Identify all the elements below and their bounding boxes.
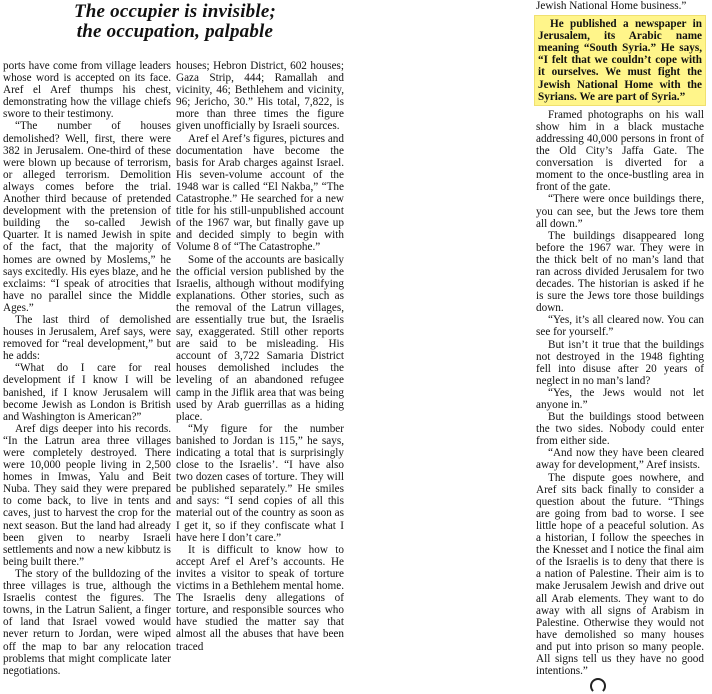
article-column-3 bbox=[536, 0, 704, 677]
paragraph: Aref digs deeper into his records. “In the Latrun area three villages were completely destroyed. There were 10,000 people living in 2,500 homes in Imwas, Yalu and Beit Nuba. They said they were prepared to come back, to live in tents and caves, just to harvest the crop for the next season. But the land had already been given to nearby Israeli settlements and now a new kibbutz is being built there.” bbox=[3, 422, 171, 568]
article-column-2 bbox=[176, 60, 344, 653]
column-3-clip bbox=[530, 0, 710, 692]
paragraph: Jewish National Home business.” bbox=[536, 0, 687, 12]
paragraph: Framed photographs on his wall show him in a black mustache addressing 40,000 persons in front of the Old City’s Jaffa Gate. The conversation is diverted for a moment to the once-bustling area in front of the gate. bbox=[536, 108, 704, 194]
highlighted-passage bbox=[534, 15, 706, 106]
paragraph: “Yes, it’s all cleared now. You can see for yourself.” bbox=[536, 314, 704, 339]
paragraph: Aref el Aref’s figures, pictures and documentation have become the basis for Arab charges against Israel. His seven-volume account of the 1948 war is called “El Nakba,” “The Catastrophe.” He searched for a new title for his still-unpublished account of the 1967 war, but finally gave up and decided simply to begin with Volume 8 of “The Catastrophe.” bbox=[176, 132, 344, 254]
paragraph: “What do I care for real development if I know I will be banished, if I know Jerusalem will become Jewish as London is British and Washington is American?” bbox=[3, 362, 171, 423]
article-column-1 bbox=[3, 60, 171, 677]
paragraph: The dispute goes nowhere, and Aref sits back finally to consider a question about the future. “Things are going from bad to worse. I see little hope of a peaceful solution. As a historian, I follow the speeches in the Knesset and I notice the final aim of the Israelis is to deny that there is a nation of Palestine. Their aim is to make Jerusalem Jewish and drive out all Arab elements. They want to do away with all signs of Arabism in Palestine. Otherwise they would not have demolished so many houses and put into prison so many people. All signs tell us they have no good intentions.” bbox=[536, 471, 704, 678]
paragraph: “The number of houses demolished? Well, first, there were 382 in Jerusalem. One-third of these were blown up because of terrorism, or alleged terrorism. Demolition always comes before the trial. Another third because of pretended development with the pretension of building the so-called Jewish Quarter. It is named Jewish in spite of the fact, that the majority of homes are owned by Moslems,” he says excitedly. His eyes blaze, and he exclaims: “I speak of atrocities that have no parallel since the Middle Ages.” bbox=[3, 120, 171, 314]
paragraph: The story of the bulldozing of the three villages is true, although the Israelis contest the figures. The towns, in the Latrun Salient, a finger of land that Israel vowed would never return to Jordan, were wiped off the map to bar any relocation problems that might complicate later negotiations. bbox=[3, 567, 171, 677]
paragraph: “Yes, the Jews would not let anyone in.” bbox=[536, 386, 704, 411]
paragraph: “My figure for the number banished to Jordan is 115,” he says, indicating a total that is surprisingly close to the Israelis’. “I have also two dozen cases of torture. They will be published separately.” He smiles and says: “I send copies of all this material out of the country as soon as I get it, so if they confiscate what I have here I don’t care.” bbox=[176, 422, 344, 544]
paragraph: But the buildings stood between the two sides. Nobody could enter from either side. bbox=[536, 411, 704, 448]
highlighted-paragraph: He published a newspaper in Jerusalem, its Arabic name meaning “South Syria.” He says, “I felt that we couldn’t cope with it ourselves. We must fight the Jewish National Home with the Syrians. We are part of Syria.” bbox=[538, 18, 702, 103]
headline-line-2: the occupation, palpable bbox=[76, 21, 274, 42]
column-2-clip bbox=[172, 0, 348, 692]
headline-line-1: The occupier is invisible; bbox=[73, 1, 277, 22]
paragraph: The last third of demolished houses in Jerusalem, Aref says, were removed for “real development,” but he adds: bbox=[3, 313, 171, 363]
paragraph: “And now they have been cleared away for development,” Aref insists. bbox=[536, 447, 704, 472]
paragraph: houses; Hebron District, 602 houses; Gaza Strip, 444; Ramallah and vicinity, 46; Bethlehem and vicinity, 96; Jericho, 30.” His total, 7,822, is more than three times the figure given unofficially by Israeli sources. bbox=[176, 60, 344, 133]
paragraph: But isn’t it true that the buildings not destroyed in the 1948 fighting fell into disuse after 20 years of neglect in no man’s land? bbox=[536, 338, 704, 387]
blank-gutter bbox=[360, 0, 530, 692]
paragraph: ports have come from village leaders whose word is accepted on its face. Aref el Aref thumps his chest, demonstrating how the village chiefs swore to their testimony. bbox=[3, 60, 171, 121]
paragraph: Some of the accounts are basically the official version published by the Israelis, although without modifying explanations. Other stories, such as the removal of the Latrun villages, are essentially true but, the Israelis say, exaggerated. Still other reports are said to be misleading. His account of 3,722 Samaria District houses demolished includes the leveling of an abandoned refugee camp in the Jiflik area that was being used by Arab guerrillas as a hiding place. bbox=[176, 253, 344, 423]
paragraph: “There were once buildings there, you can see, but the Jews tore them all down.” bbox=[536, 193, 704, 230]
paragraph: The buildings disappeared long before the 1967 war. They were in the thick belt of no man’s land that ran across divided Jerusalem for two decades. The historian is asked if he is sure the Jews tore those buildings down. bbox=[536, 229, 704, 315]
column-1-clip bbox=[0, 0, 172, 692]
paragraph: It is difficult to know how to accept Aref el Aref’s accounts. He invites a visitor to speak of torture victims in a Bethlehem mental home. The Israelis deny allegations of torture, and responsible sources who have studied the matter say that almost all the abuses that have been traced bbox=[176, 543, 344, 653]
